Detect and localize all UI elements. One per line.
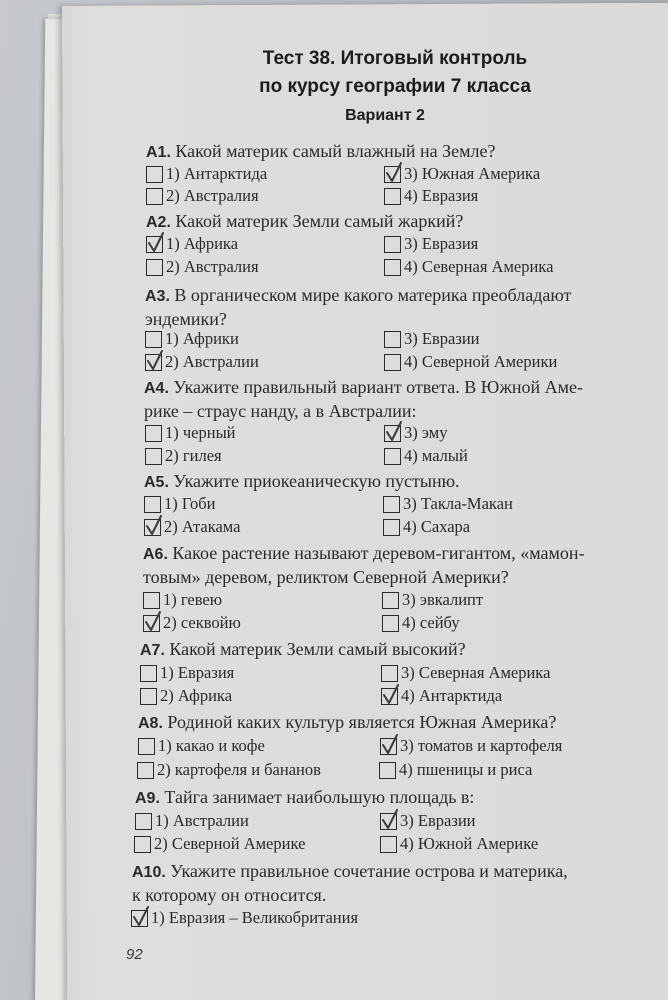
- answer-option[interactable]: [383, 517, 470, 537]
- option-label: 3) эму: [404, 423, 448, 442]
- option-label: 3) Южная Америка: [404, 164, 541, 183]
- question-number: А1.: [146, 144, 171, 161]
- option-label: 3) Северная Америка: [401, 663, 551, 682]
- question-text-continued: к которому он относится.: [132, 885, 327, 905]
- question-6: [143, 542, 643, 588]
- variant-label: Вариант 2: [345, 107, 425, 124]
- answer-option[interactable]: [140, 663, 234, 683]
- question-number: А6.: [143, 546, 168, 563]
- handwritten-check-icon: [131, 905, 151, 927]
- option-label: 4) сейбу: [402, 613, 460, 632]
- checkbox[interactable]: [379, 762, 396, 779]
- option-label: 4) Северной Америки: [404, 352, 558, 371]
- option-label: 2) картофеля и бананов: [157, 760, 321, 779]
- checkbox[interactable]: [146, 188, 163, 205]
- answer-option[interactable]: [384, 423, 448, 443]
- handwritten-check-icon: [384, 420, 404, 442]
- checkbox[interactable]: [384, 331, 401, 348]
- handwritten-check-icon: [381, 683, 401, 705]
- question-number: А10.: [132, 864, 166, 881]
- question-3: [145, 284, 645, 330]
- checkbox[interactable]: [384, 448, 401, 465]
- question-5: [144, 470, 644, 494]
- page-subtitle: по курсу географии 7 класса: [259, 76, 531, 97]
- answer-option[interactable]: [131, 908, 358, 928]
- answer-option[interactable]: [145, 446, 222, 466]
- question-text: Какой материк самый влажный на Земле?: [175, 141, 496, 161]
- question-10: [132, 860, 632, 906]
- answer-option[interactable]: [134, 834, 305, 854]
- answer-option[interactable]: [145, 423, 236, 443]
- question-text-continued: товым» деревом, реликтом Северной Америки?: [143, 567, 509, 587]
- option-label: 3) томатов и картофеля: [400, 736, 563, 755]
- answer-option[interactable]: [384, 352, 557, 372]
- question-number: А2.: [146, 214, 171, 231]
- question-number: А4.: [144, 380, 169, 397]
- option-label: 1) черный: [165, 423, 236, 442]
- question-number: А9.: [135, 790, 160, 807]
- option-label: 4) Антарктида: [401, 686, 503, 705]
- handwritten-check-icon: [143, 610, 163, 632]
- option-label: 2) Африка: [160, 686, 233, 705]
- option-label: 1) какао и кофе: [158, 736, 265, 755]
- question-number: А3.: [145, 288, 170, 305]
- handwritten-check-icon: [384, 161, 404, 183]
- question-number: А7.: [140, 642, 165, 659]
- checkbox[interactable]: [146, 166, 163, 183]
- option-label: 1) Африки: [165, 329, 239, 348]
- option-label: 2) Австралии: [165, 352, 259, 371]
- answer-option[interactable]: [384, 186, 478, 206]
- checkbox[interactable]: [138, 738, 155, 755]
- question-text: Тайга занимает наибольшую площадь в:: [164, 787, 475, 807]
- answer-option[interactable]: [380, 736, 562, 756]
- handwritten-check-icon: [380, 733, 400, 755]
- option-label: 1) Антарктида: [166, 164, 268, 183]
- checkbox[interactable]: [135, 813, 152, 830]
- question-8: [138, 711, 638, 735]
- checkbox[interactable]: [144, 496, 161, 513]
- checkbox[interactable]: [146, 259, 163, 276]
- page-number: 92: [126, 946, 143, 963]
- question-text: Какой материк Земли самый жаркий?: [175, 211, 464, 231]
- option-label: 1) Африка: [166, 234, 239, 253]
- question-4: [144, 376, 644, 422]
- answer-option[interactable]: [143, 613, 241, 633]
- question-2: [146, 210, 646, 234]
- option-label: 4) пшеницы и риса: [399, 760, 533, 779]
- checked-checkbox[interactable]: [144, 519, 161, 536]
- option-label: 1) Евразия: [160, 663, 235, 682]
- answer-option[interactable]: [381, 686, 502, 706]
- answer-option[interactable]: [382, 590, 483, 610]
- answer-option[interactable]: [379, 760, 532, 780]
- question-text-continued: эндемики?: [145, 309, 227, 329]
- option-label: 4) Северная Америка: [404, 257, 554, 276]
- option-label: 4) Сахара: [403, 517, 471, 536]
- answer-option[interactable]: [384, 329, 480, 349]
- checked-checkbox[interactable]: [146, 236, 163, 253]
- checkbox[interactable]: [384, 259, 401, 276]
- checkbox[interactable]: [380, 836, 397, 853]
- answer-option[interactable]: [384, 164, 540, 184]
- question-text: В органическом мире какого материка преобладают: [174, 285, 572, 305]
- answer-option[interactable]: [140, 686, 232, 706]
- checked-checkbox[interactable]: [380, 738, 397, 755]
- handwritten-check-icon: [380, 808, 400, 830]
- checkbox[interactable]: [140, 665, 157, 682]
- checkbox[interactable]: [384, 236, 401, 253]
- checked-checkbox[interactable]: [131, 910, 148, 927]
- handwritten-check-icon: [145, 349, 165, 371]
- answer-option[interactable]: [145, 352, 259, 372]
- question-text: Укажите приокеаническую пустыню.: [173, 471, 460, 491]
- option-label: 2) Атакама: [164, 517, 241, 536]
- option-label: 2) Северной Америке: [154, 834, 306, 853]
- question-text: Какой материк Земли самый высокий?: [169, 639, 466, 659]
- option-label: 3) Евразия: [404, 234, 479, 253]
- answer-option[interactable]: [135, 811, 249, 831]
- option-label: 3) Евразии: [400, 811, 476, 830]
- question-7: [140, 638, 640, 662]
- option-label: 1) Евразия – Великобритания: [151, 908, 359, 927]
- option-label: 4) Южной Америке: [400, 834, 539, 853]
- question-text: Укажите правильное сочетание острова и материка,: [170, 861, 568, 881]
- answer-option[interactable]: [146, 257, 259, 277]
- answer-option[interactable]: [143, 590, 222, 610]
- checked-checkbox[interactable]: [143, 615, 160, 632]
- question-text: Родиной каких культур является Южная Америка?: [167, 712, 557, 732]
- checkbox[interactable]: [383, 496, 400, 513]
- checked-checkbox[interactable]: [145, 354, 162, 371]
- answer-option[interactable]: [383, 494, 513, 514]
- option-label: 1) Австралии: [155, 811, 249, 830]
- answer-option[interactable]: [144, 517, 240, 537]
- answer-option[interactable]: [146, 186, 259, 206]
- checkbox[interactable]: [145, 448, 162, 465]
- question-text-continued: рике – страус нанду, а в Австралии:: [144, 401, 417, 421]
- checked-checkbox[interactable]: [381, 688, 398, 705]
- question-text: Какое растение называют деревом-гигантом, «мамон-: [172, 543, 585, 563]
- answer-option[interactable]: [384, 446, 468, 466]
- option-label: 4) малый: [404, 446, 468, 465]
- question-number: А8.: [138, 715, 163, 732]
- option-label: 1) гевею: [163, 590, 223, 609]
- checkbox[interactable]: [145, 331, 162, 348]
- answer-option[interactable]: [382, 613, 460, 633]
- question-text: Укажите правильный вариант ответа. В Южной Аме-: [173, 377, 584, 397]
- option-label: 2) Австралия: [166, 257, 259, 276]
- answer-option[interactable]: [146, 164, 267, 184]
- checkbox[interactable]: [145, 425, 162, 442]
- checkbox[interactable]: [384, 188, 401, 205]
- question-9: [135, 786, 635, 810]
- answer-option[interactable]: [380, 811, 476, 831]
- handwritten-check-icon: [146, 231, 166, 253]
- page-title: Тест 38. Итоговый контроль: [262, 48, 528, 69]
- option-label: 3) эвкалипт: [402, 590, 484, 609]
- checkbox[interactable]: [140, 688, 157, 705]
- option-label: 2) секвойю: [163, 613, 241, 632]
- option-label: 2) Австралия: [166, 186, 259, 205]
- checked-checkbox[interactable]: [384, 425, 401, 442]
- checkbox[interactable]: [134, 836, 151, 853]
- checkbox[interactable]: [382, 592, 399, 609]
- checkbox[interactable]: [381, 665, 398, 682]
- answer-option[interactable]: [381, 663, 550, 683]
- answer-option[interactable]: [138, 736, 265, 756]
- checkbox[interactable]: [143, 592, 160, 609]
- checkbox[interactable]: [384, 354, 401, 371]
- answer-option[interactable]: [137, 760, 321, 780]
- answer-option[interactable]: [384, 234, 478, 254]
- answer-option[interactable]: [145, 329, 239, 349]
- option-label: 1) Гоби: [164, 494, 216, 513]
- option-label: 3) Евразии: [404, 329, 480, 348]
- question-number: А5.: [144, 474, 169, 491]
- option-label: 2) гилея: [165, 446, 222, 465]
- checked-checkbox[interactable]: [384, 166, 401, 183]
- option-label: 3) Такла-Макан: [403, 494, 513, 513]
- answer-option[interactable]: [146, 234, 238, 254]
- option-label: 4) Евразия: [404, 186, 479, 205]
- answer-option[interactable]: [144, 494, 215, 514]
- checked-checkbox[interactable]: [380, 813, 397, 830]
- checkbox[interactable]: [382, 615, 399, 632]
- answer-option[interactable]: [384, 257, 553, 277]
- answer-option[interactable]: [380, 834, 538, 854]
- checkbox[interactable]: [383, 519, 400, 536]
- checkbox[interactable]: [137, 762, 154, 779]
- handwritten-check-icon: [144, 514, 164, 536]
